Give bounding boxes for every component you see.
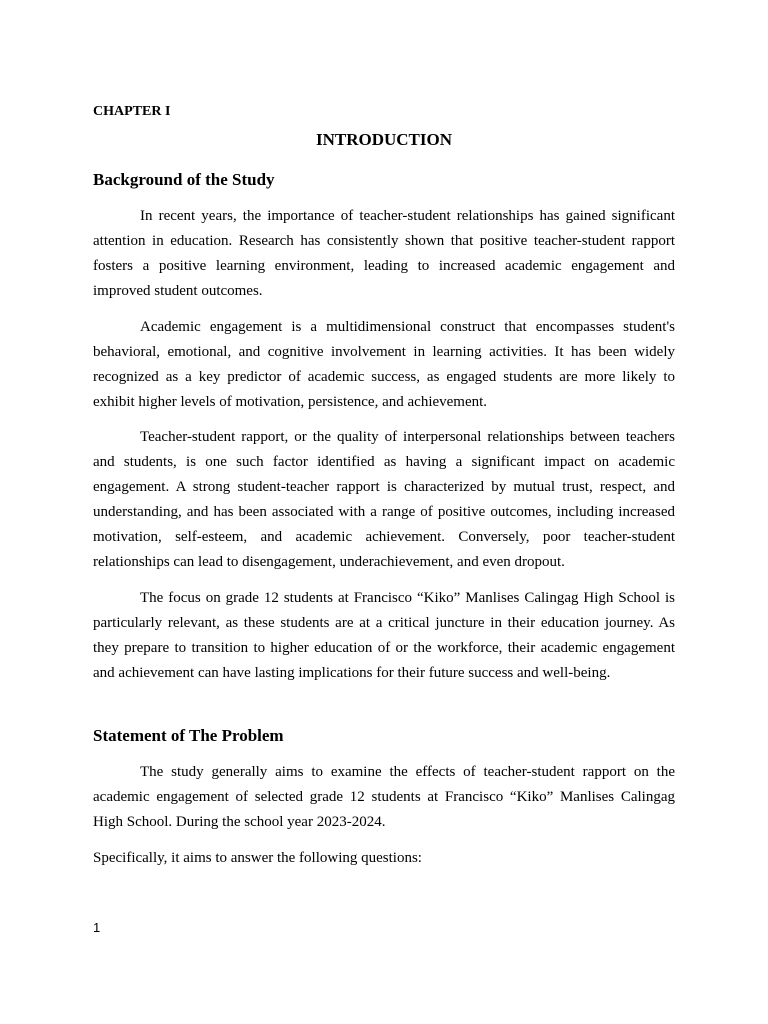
problem-heading: Statement of The Problem (93, 726, 284, 745)
chapter-title: INTRODUCTION (315, 130, 453, 149)
problem-paragraph-2: Specifically, it aims to answer the following questions: (93, 850, 422, 866)
problem-paragraph-1: The study generally aims to examine the effects of teacher-student rapport on the academic engagement of selected grade 12 students at Francisco “Kiko” Manlises Calingag High School. During the school year 2023-2024. (93, 764, 675, 831)
chapter-label: CHAPTER I (93, 104, 171, 119)
background-paragraph-2: Academic engagement is a multidimensional construct that encompasses student's behavioral, emotional, and cognitive involvement in learning activities. It has been widely recognized as a key predictor of academic success, as engaged students are more likely to exhibit higher levels of motivation, persistence, and achievement. (93, 319, 675, 411)
background-paragraph-3: Teacher-student rapport, or the quality of interpersonal relationships between teachers and students, is one such factor identified as having a significant impact on academic engagement. A strong student-teacher rapport is characterized by mutual trust, respect, and understanding, and has been associated with a range of positive outcomes, including increased motivation, self-esteem, and academic achievement. Conversely, poor teacher-student relationships can lead to disengagement, underachievement, and even dropout. (93, 429, 675, 571)
page-number: 1 (93, 920, 101, 935)
background-heading: Background of the Study (93, 170, 275, 189)
background-paragraph-4: The focus on grade 12 students at Francisco “Kiko” Manlises Calingag High School is particularly relevant, as these students are at a critical juncture in their education journey. As they prepare to transition to higher education of or the workforce, their academic engagement and achievement can have lasting implications for their future success and well-being. (93, 590, 675, 682)
background-paragraph-1: In recent years, the importance of teacher-student relationships has gained significant attention in education. Research has consistently shown that positive teacher-student rapport fosters a positive learning environment, leading to increased academic engagement and improved student outcomes. (93, 208, 675, 300)
